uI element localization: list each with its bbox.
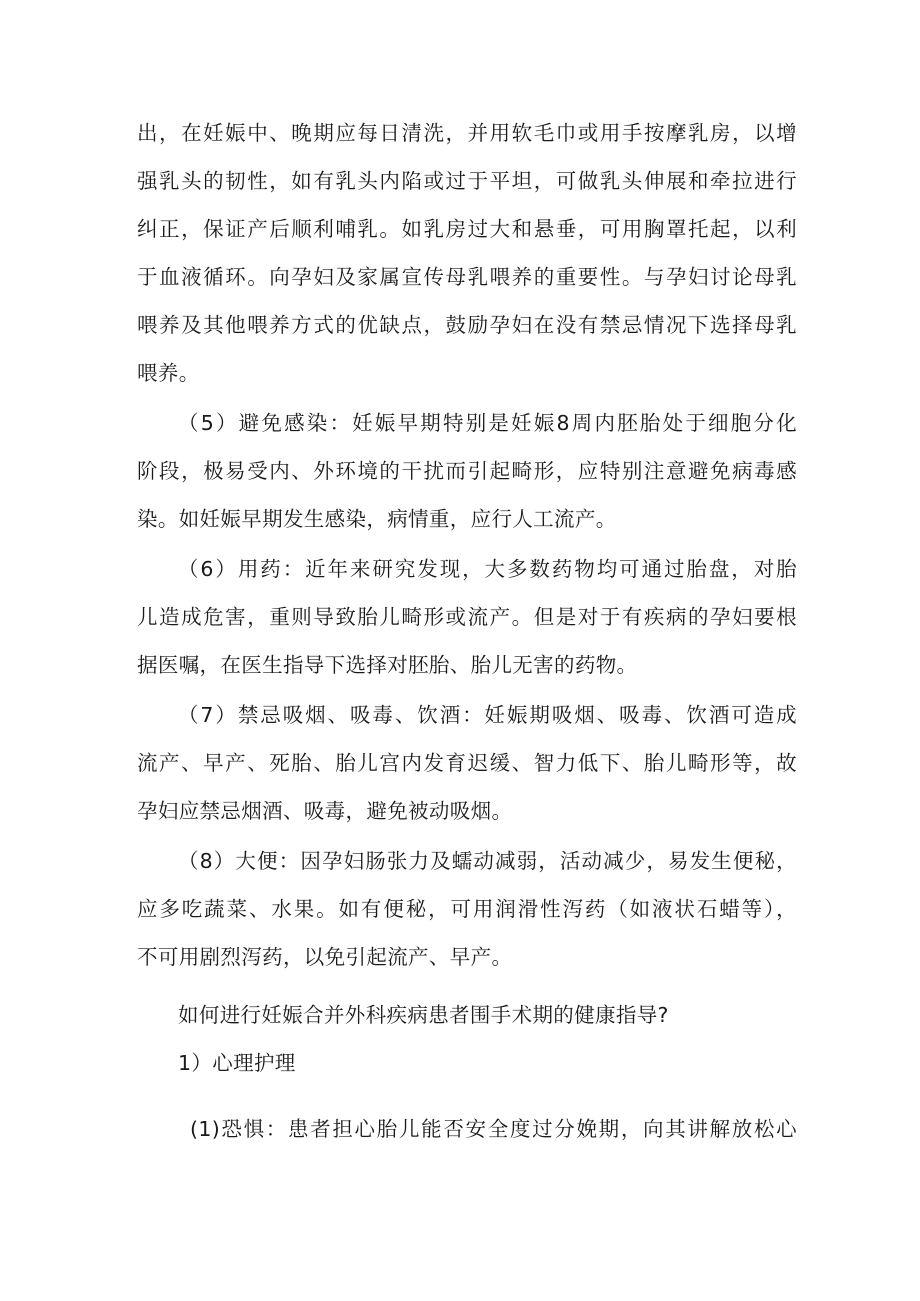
text-line: 纠正，保证产后顺利哺乳。如乳房过大和悬垂，可用胸罩托起，以利 xyxy=(137,217,797,241)
text-line: 染。如妊娠早期发生感染，病情重，应行人工流产。 xyxy=(137,507,617,531)
text-line: 强乳头的韧性，如有乳头内陷或过于平坦，可做乳头伸展和牵拉进行 xyxy=(137,169,797,193)
text-line: 出，在妊娠中、晚期应每日清洗，并用软毛巾或用手按摩乳房，以增 xyxy=(137,121,797,145)
text-line: 应多吃蔬菜、水果。如有便秘，可用润滑性泻药（如液状石蜡等）， xyxy=(137,897,797,921)
text-line: （7）禁忌吸烟、吸毒、饮酒：妊娠期吸烟、吸毒、饮酒可造成 xyxy=(178,703,797,727)
section-heading: 如何进行妊娠合并外科疾病患者围手术期的健康指导? xyxy=(178,1003,669,1027)
text-line: 据医嘱，在医生指导下选择对胚胎、胎儿无害的药物。 xyxy=(137,653,638,677)
subsection-heading: 1）心理护理 xyxy=(178,1051,296,1075)
text-line: 流产、早产、死胎、胎儿宫内发育迟缓、智力低下、胎儿畸形等，故 xyxy=(137,751,797,775)
text-line: 喂养。 xyxy=(137,361,200,385)
text-line: 喂养及其他喂养方式的优缺点，鼓励孕妇在没有禁忌情况下选择母乳 xyxy=(137,313,797,337)
text-line: 于血液循环。向孕妇及家属宣传母乳喂养的重要性。与孕妇讨论母乳 xyxy=(137,265,797,289)
text-line: （6）用药：近年来研究发现，大多数药物均可通过胎盘，对胎 xyxy=(178,557,797,581)
text-line: 儿造成危害，重则导致胎儿畸形或流产。但是对于有疾病的孕妇要根 xyxy=(137,605,797,629)
text-line: 阶段，极易受内、外环境的干扰而引起畸形，应特别注意避免病毒感 xyxy=(137,459,797,483)
text-line: 孕妇应禁忌烟酒、吸毒，避免被动吸烟。 xyxy=(137,799,513,823)
text-line: 不可用剧烈泻药，以免引起流产、早产。 xyxy=(137,945,513,969)
text-line: (1)恐惧：患者担心胎儿能否安全度过分娩期，向其讲解放松心 xyxy=(190,1117,797,1141)
text-line: （8）大便：因孕妇肠张力及蠕动减弱，活动减少，易发生便秘， xyxy=(178,849,797,873)
text-line: （5）避免感染：妊娠早期特别是妊娠8周内胚胎处于细胞分化 xyxy=(178,411,797,435)
